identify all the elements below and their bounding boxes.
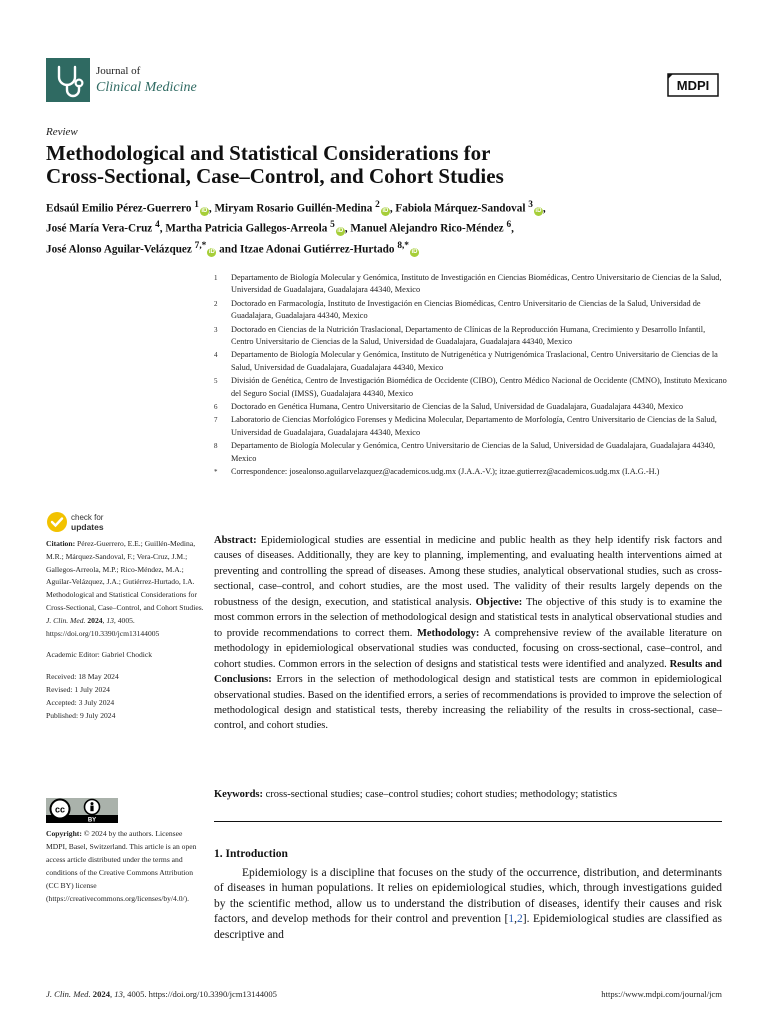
footer-citation: J. Clin. Med. 2024, 13, 4005. https://doi.org/10.3390/jcm13144005 [46,989,277,999]
orcid-icon[interactable]: iD [337,228,344,235]
affiliation-text: Departamento de Biología Molecular y Genómica, Centro Universitario de Ciencias de la Salud, Universidad de Guadalajara, Guadalajara 44340, Mexico [231,441,716,463]
citation-year: 2024 [87,615,103,625]
author-name[interactable]: Itzae Adonai Gutiérrez-Hurtado [239,243,395,256]
citation-text: Pérez-Guerrero, E.E.; Guillén-Medina, M.R.; Márquez-Sandoval, F.; Vera-Cruz, J.M.; Gallegos-Arreola, M.P.; Rico-Méndez, M.A.; Aguilar-Velázquez, J.A.; Gutiérrez-Hurtado, I.A. Methodological and Statistical Considerations for Cross-Sectional, Case–Control, and Cohort Studies. [46,539,204,612]
section-heading-introduction: 1. Introduction [214,848,288,860]
author-affiliation-sup: 8,* [397,240,409,251]
copyright-notice [46,828,198,905]
footer-doi[interactable]: , 4005. https://doi.org/10.3390/jcm13144005 [122,989,277,999]
academic-editor: Academic Editor: Gabriel Chodick [46,650,153,660]
footer-volume: 13 [114,989,123,999]
journal-name-line2: Clinical Medicine [96,79,197,95]
cc-by-license-icon [46,798,118,823]
author-name[interactable]: José María Vera-Cruz [46,223,153,236]
abstract-methodology: A comprehensive review of the available literature on methodology in epidemiological observational studies was conducted, focusing on cross-sectional, case–control, and cohort studies. Common errors in the selection of designs and statistical tests were identified and analyzed. [214,627,722,670]
affiliation-number: * [214,468,218,477]
affiliation-item [214,375,728,400]
title-line-1: Methodological and Statistical Considerations for [46,141,491,165]
abstract-label: Abstract: [214,535,257,546]
citation-separator: , [514,913,517,926]
author-name[interactable]: Edsaúl Emilio Pérez-Guerrero [46,202,192,215]
author-affiliation-sup: 4 [155,220,160,231]
journal-name [96,65,197,96]
check-updates-line2: updates [71,522,104,532]
affiliation-number: 7 [214,416,218,425]
affiliation-text: Doctorado en Genética Humana, Centro Universitario de Ciencias de la Salud, Universidad de Guadalajara, Guadalajara 44340, Mexico [231,402,684,412]
article-type: Review [46,126,78,138]
affiliation-item [214,440,728,465]
affiliation-number: 6 [214,403,218,412]
title-line-2: Cross-Sectional, Case–Control, and Cohort Studies [46,164,504,188]
footer-journal: J. Clin. Med. [46,989,91,999]
journal-name-line1: Journal of [96,65,141,77]
affiliation-item [214,272,728,297]
affiliation-number: 5 [214,377,218,386]
affiliation-text: Departamento de Biología Molecular y Genómica, Instituto de Investigación en Ciencias Biomédicas, Centro Universitario de Ciencias de la Salud, Universidad de Guadalajara, Guadalajara 44340, Mexico [231,273,722,295]
cc-label: cc [54,804,66,815]
revised-date: Revised: 1 July 2024 [46,684,110,694]
author-affiliation-sup: 3 [528,200,533,210]
introduction-paragraph [214,866,722,943]
author-affiliation-sup: 5 [330,220,335,231]
orcid-icon[interactable]: iD [208,248,215,255]
affiliation-number: 4 [214,351,218,360]
affiliation-text: Laboratorio de Ciencias Morfológico Forenses y Medicina Molecular, Departamento de Morfología, Centro Universitario de Ciencias de la Salud, Universidad de Guadalajara, Guadalajara 44340, Mexico [231,415,717,437]
author-name[interactable]: José Alonso Aguilar-Velázquez [46,243,192,256]
check-updates-icon [46,510,126,534]
results-label: Results and Conclusions: [214,658,723,686]
published-date: Published: 9 July 2024 [46,710,116,720]
copyright-text: © 2024 by the authors. Licensee MDPI, Basel, Switzerland. This article is an open access article distributed under the terms and conditions of the Creative Commons Attribution (CC BY) license (https://creativecommons.org/licenses/by/4.0/). [46,829,197,903]
citation-block: Citation: Pérez-Guerrero, E.E.; Guillén-Medina, M.R.; Márquez-Sandoval, F.; Vera-Cruz, J.M.; Gallegos-Arreola, M.P.; Rico-Méndez, M.A.; Aguilar-Velázquez, J.A.; Gutiérrez-Hurtado, I.A. Methodological and Statistical Considerations for Cross-Sectional, Case–Control, and Cohort Studies. J. Clin. Med. 2024, 13, 4005. https://doi.org/10.3390/jcm13144005 [46,539,204,638]
affiliation-text: Departamento de Biología Molecular y Genómica, Instituto de Nutrigenética y Nutrigenómica Traslacional, Centro Universitario de Ciencias de la Salud, Universidad de Guadalajara, Guadalajara 44340, Mexico [231,350,718,372]
footer-year: 2024 [92,989,110,999]
abstract-intro: Epidemiological studies are essential in medicine and public health as they help identify risk factors and causes of diseases. Additionally, they are key to planning, implementing, and evaluating health interventions aimed at preventing and controlling the spread of diseases. Among these studies, analytical observational studies, such as cross-sectional, case–control, and cohort studies, are the most used. The validity of their results largely depends on the robustness of the design, execution, and statistical analysis. [214,535,722,608]
affiliation-number: 2 [214,299,218,308]
footer-journal-url[interactable]: https://www.mdpi.com/journal/jcm [601,989,722,999]
by-label: BY [87,817,97,823]
cc-by-badge[interactable] [46,798,118,823]
affiliation-item [214,298,728,323]
affiliation-number: 3 [214,325,218,334]
methodology-label: Methodology: [416,627,480,639]
paper-title [46,142,726,188]
affiliation-text: División de Genética, Centro de Investigación Biomédica de Occidente (CIBO), Centro Médico Nacional de Occidente (CMNO), Instituto Mexicano del Seguro Social (IMSS), Guadalajara 44340, Mexico [231,376,727,398]
author-list: Edsaúl Emilio Pérez-Guerrero $^1$iD , Miryam Rosario Guillén-Medina $^2$iD , Fabiola Márquez-Sandoval $^3$iD , José María Vera-Cruz $^4$, Martha Patricia Gallegos-Arreola $^5$iD , Manuel Alejandro Rico-Méndez $^6$, José Alonso Aguilar-Velázquez $^{7,*}$iD and Itzae Adonai Gutiérrez-Hurtado $^{8,*}$iD [46,200,546,256]
author-affiliation-sup: 1 [194,200,199,210]
affiliation-item [214,349,728,374]
affiliation-number: 1 [214,274,218,282]
mdpi-logo-icon [665,72,721,98]
affiliation-text: Doctorado en Ciencias de la Nutrición Traslacional, Departamento de Clínicas de la Reproducción Humana, Crecimiento y Desarrollo Infantil, Centro Universitario de Ciencias de la Salud, Universidad de Guadalajara, Guadalajara 44340, Mexico [231,324,706,347]
check-updates-line1: check for [71,513,104,522]
author-affiliation-sup: 6 [506,220,512,231]
publisher-logo [665,72,721,98]
author-name[interactable]: Fabiola Márquez-Sandoval [395,202,526,215]
author-affiliation-sup: 2 [375,200,380,210]
citation-label: Citation: [46,539,76,548]
objective-label: Objective: [475,596,523,608]
left-sidebar [46,538,206,722]
keywords-text: cross-sectional studies; case–control studies; cohort studies; methodology; statistics [265,789,618,800]
received-date: Received: 18 May 2024 [46,672,119,682]
section-divider [214,821,722,822]
affiliation-text: Doctorado en Farmacología, Instituto de Investigación en Ciencias Biomédicas, Centro Universitario de Ciencias de la Salud, Universidad de Guadalajara, Guadalajara 44340, Mexico [231,298,701,321]
affiliation-item [214,414,728,439]
author-name[interactable]: Miryam Rosario Guillén-Medina [214,202,373,215]
affiliation-item [214,324,728,349]
orcid-icon[interactable]: iD [382,207,389,214]
citation-journal: J. Clin. Med. [46,615,86,625]
intro-text-before: Epidemiology is a discipline that focuses on the study of the occurrence, distribution, and determinants of diseases in human populations. It relies on epidemiological studies, which, through investigations guided by the scientific method, allow us to understand the distribution of diseases, identify their causes and risk factors, and develop methods for their control and prevention [ [214,867,722,926]
affiliation-item [214,401,728,413]
correspondence-item [214,466,728,478]
journal-logo [46,58,90,102]
copyright-label: Copyright: [46,829,82,838]
citation-volume: 13 [106,615,114,625]
keywords [214,787,722,802]
affiliation-number: 8 [214,442,218,451]
author-name[interactable]: Martha Patricia Gallegos-Arreola [165,223,328,236]
keywords-label: Keywords: [214,789,263,800]
orcid-icon[interactable]: iD [411,248,418,255]
affiliation-list [214,272,728,480]
page-footer [46,989,722,999]
correspondence-text[interactable]: Correspondence: josealonso.aguilarvelazquez@academicos.udg.mx (J.A.A.-V.); itzae.gutierrez@academicos.udg.mx (I.A.G.-H.) [231,467,660,477]
author-affiliation-sup: 7,* [194,240,207,251]
abstract-objective: The objective of this study is to examine the most common errors in the selection of methodological design and statistical tests in analytical observational studies and to provide recommendations to correct them. [214,596,722,639]
author-conjunction: and [219,243,238,256]
orcid-icon[interactable]: iD [535,207,542,214]
citation-link[interactable]: 1 [508,913,515,926]
citation-link[interactable]: 2 [517,913,523,926]
check-for-updates-badge[interactable] [46,510,126,534]
publisher-name: MDPI [676,78,710,93]
accepted-date: Accepted: 3 July 2024 [46,697,115,707]
abstract-results: Errors in the selection of methodological design and statistical tests are common in epidemiological observational studies. Based on the identified errors, a series of recommendations is provided to improve the selection of methodological design and statistical tests, thereby increasing the reliability of the results in cross-sectional, case–control, and cohort studies. [214,674,723,732]
orcid-icon[interactable]: iD [201,207,208,214]
citation-doi[interactable]: , 4005. https://doi.org/10.3390/jcm13144005 [46,615,160,638]
author-name[interactable]: Manuel Alejandro Rico-Méndez [350,223,504,236]
stethoscope-icon [46,58,90,102]
abstract [214,533,722,734]
intro-text-after: ]. Epidemiological studies are classified as descriptive and [214,913,722,941]
